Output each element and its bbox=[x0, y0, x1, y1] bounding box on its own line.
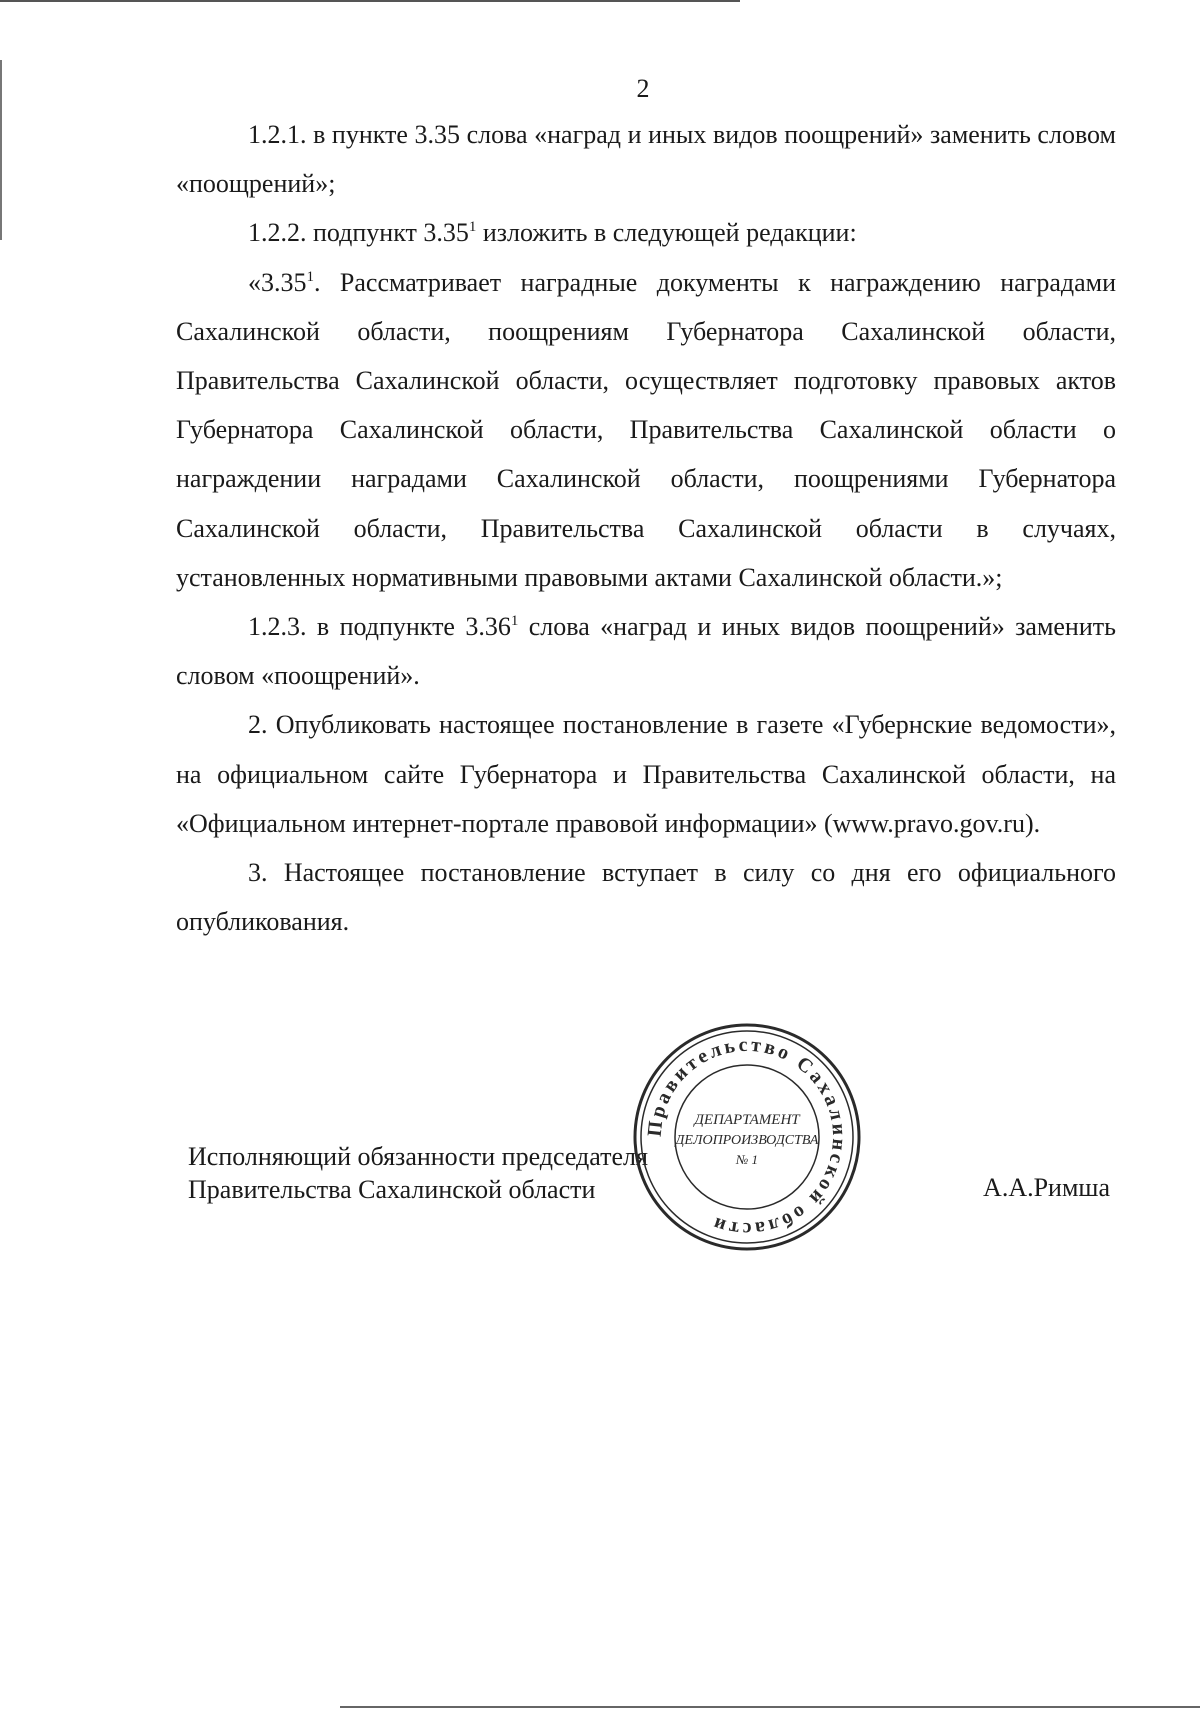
signatory-position-line1: Исполняющий обязанности председателя bbox=[188, 1142, 648, 1171]
seal-center-line2: ДЕЛОПРОИЗВОДСТВА bbox=[675, 1133, 819, 1148]
page-number: 2 bbox=[636, 74, 650, 103]
scan-edge-top bbox=[0, 0, 740, 2]
seal-center-line1: ДЕПАРТАМЕНТ bbox=[694, 1112, 800, 1128]
signatory-name: А.А.Римша bbox=[983, 1173, 1110, 1202]
scan-edge-bottom bbox=[340, 1706, 1200, 1708]
paragraph-3-35-1: «3.35$^1$. Рассматривает наградные документы к награждению наградами Сахалинской области, поощрениям Губернатора Сахалинской области, Правительства Сахалинской области, осуществляет подготовку правовых актов Губернатора Сахалинской области, Правительства Сахалинской области о награждении наградами Сахалинской области, поощрениями Губернатора Сахалинской области, Правительства Сахалинской области в случаях, установленных нормативными правовыми актами Сахалинской области.»; bbox=[176, 267, 1116, 592]
seal-center-line3: № 1 bbox=[735, 1152, 759, 1167]
seal-ring-text: Правительство Сахалинской области bbox=[643, 1033, 851, 1241]
paragraph-1-2-3: 1.2.3. в подпункте 3.36$^1$ слова «наград и иных видов поощрений» заменить словом «поощрений». bbox=[176, 612, 1116, 691]
paragraph-1-2-2: 1.2.2. подпункт 3.35$^1$ изложить в следующей редакции: bbox=[248, 218, 857, 248]
paragraph-1-2-1: 1.2.1. в пункте 3.35 слова «наград и иных видов поощрений» заменить словом «поощрений»; bbox=[176, 120, 1116, 199]
document-body bbox=[176, 110, 1116, 946]
signatory-position-line2: Правительства Сахалинской области bbox=[188, 1175, 596, 1204]
paragraph-2: 2. Опубликовать настоящее постановление в газете «Губернские ведомости», на официальном сайте Губернатора и Правительства Сахалинской области, на «Официальном интернет-портале правовой информации» (www.pravo.gov.ru). bbox=[176, 710, 1116, 838]
paragraph-3: 3. Настоящее постановление вступает в силу со дня его официального опубликования. bbox=[176, 858, 1116, 937]
signature-block bbox=[188, 1140, 648, 1206]
official-seal-stamp bbox=[632, 1022, 862, 1252]
